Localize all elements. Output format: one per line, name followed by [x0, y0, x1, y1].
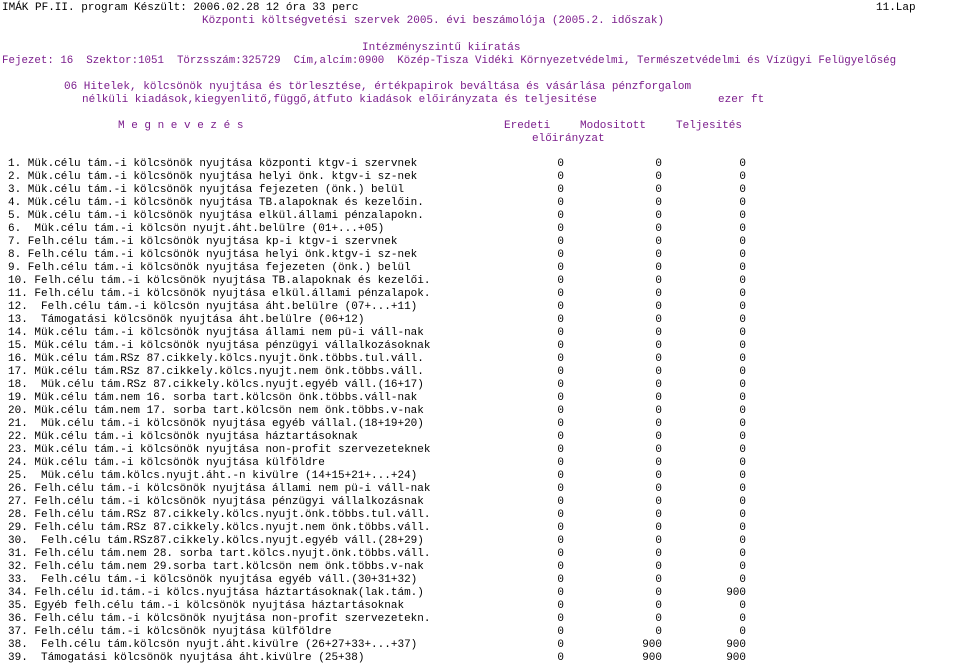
- table-row: [8, 574, 958, 587]
- actual-value: 0: [739, 600, 746, 612]
- table-row: [8, 353, 958, 366]
- actual-value: 0: [739, 470, 746, 482]
- column-header-name: M e g n e v e z é s: [118, 120, 244, 132]
- original-value: 0: [557, 327, 564, 339]
- row-label: 2. Mük.célu tám.-i kölcsönök nyujtása helyi önk. ktgv-i sz-nek: [8, 171, 418, 183]
- original-value: 0: [557, 379, 564, 391]
- original-value: 0: [557, 548, 564, 560]
- modified-value: 0: [655, 522, 662, 534]
- table-row: [8, 405, 958, 418]
- table-row: [8, 301, 958, 314]
- original-value: 0: [557, 639, 564, 651]
- table-row: [8, 184, 958, 197]
- actual-value: 0: [739, 392, 746, 404]
- table-row: [8, 158, 958, 171]
- report-header-left: IMÁK PF.II. program Készült: 2006.02.28 12 óra 33 perc: [2, 2, 359, 14]
- row-label: 6. Mük.célu tám.-i kölcsön nyujt.áht.belülre (01+...+05): [8, 223, 385, 235]
- table-row: [8, 522, 958, 535]
- modified-value: 0: [655, 535, 662, 547]
- row-label: 20. Mük.célu tám.nem 17. sorba tart.kölcsön nem önk.többs.v-nak: [8, 405, 424, 417]
- table-row: [8, 535, 958, 548]
- modified-value: 0: [655, 626, 662, 638]
- actual-value: 0: [739, 249, 746, 261]
- row-label: 16. Mük.célu tám.RSz 87.cikkely.kölcs.nyujt.önk.többs.tul.váll.: [8, 353, 424, 365]
- column-header-original: Eredeti: [504, 120, 551, 132]
- table-row: [8, 561, 958, 574]
- row-label: 34. Felh.célu id.tám.-i kölcs.nyujtása háztartásoknak(lak.tám.): [8, 587, 424, 599]
- table-row: [8, 327, 958, 340]
- original-value: 0: [557, 522, 564, 534]
- actual-value: 0: [739, 184, 746, 196]
- row-label: 39. Támogatási kölcsönök nyujtása áht.kivülre (25+38): [8, 652, 365, 664]
- original-value: 0: [557, 418, 564, 430]
- modified-value: 0: [655, 223, 662, 235]
- modified-value: 0: [655, 301, 662, 313]
- modified-value: 0: [655, 366, 662, 378]
- row-label: 30. Felh.célu tám.RSz87.cikkely.kölcs.nyujt.egyéb váll.(28+29): [8, 535, 424, 547]
- table-title-line2: nélküli kiadások,kiegyenlitő,függő,átfuto kiadások előirányzata és teljesitése: [82, 94, 597, 106]
- table-title-line1: 06 Hitelek, kölcsönök nyujtása és törlesztése, értékpapirok beváltása és vásárlása pénzforgalom: [64, 81, 692, 93]
- original-value: 0: [557, 301, 564, 313]
- original-value: 0: [557, 652, 564, 664]
- table-row: [8, 379, 958, 392]
- original-value: 0: [557, 275, 564, 287]
- modified-value: 900: [642, 652, 662, 664]
- actual-value: 0: [739, 418, 746, 430]
- row-label: 35. Egyéb felh.célu tám.-i kölcsönök nyujtása háztartásoknak: [8, 600, 405, 612]
- actual-value: 0: [739, 574, 746, 586]
- actual-value: 0: [739, 197, 746, 209]
- row-label: 22. Mük.célu tám.-i kölcsönök nyujtása háztartásoknak: [8, 431, 358, 443]
- actual-value: 0: [739, 626, 746, 638]
- table-row: [8, 197, 958, 210]
- modified-value: 0: [655, 197, 662, 209]
- row-label: 31. Felh.célu tám.nem 28. sorba tart.kölcs.nyujt.önk.többs.váll.: [8, 548, 431, 560]
- row-label: 21. Mük.célu tám.-i kölcsönök nyujtása egyéb vállal.(18+19+20): [8, 418, 424, 430]
- actual-value: 0: [739, 522, 746, 534]
- modified-value: 0: [655, 457, 662, 469]
- column-header-original-sub: előirányzat: [532, 133, 605, 145]
- table-row: [8, 236, 958, 249]
- table-row: [8, 288, 958, 301]
- original-value: 0: [557, 626, 564, 638]
- actual-value: 0: [739, 158, 746, 170]
- original-value: 0: [557, 366, 564, 378]
- table-row: [8, 639, 958, 652]
- modified-value: 0: [655, 249, 662, 261]
- row-label: 24. Mük.célu tám.-i kölcsönök nyujtása külföldre: [8, 457, 325, 469]
- modified-value: 0: [655, 288, 662, 300]
- original-value: 0: [557, 470, 564, 482]
- row-label: 28. Felh.célu tám.RSz 87.cikkely.kölcs.nyujt.önk.többs.tul.váll.: [8, 509, 431, 521]
- row-label: 23. Mük.célu tám.-i kölcsönök nyujtása non-profit szervezeteknek: [8, 444, 431, 456]
- modified-value: 0: [655, 340, 662, 352]
- table-row: [8, 613, 958, 626]
- actual-value: 0: [739, 366, 746, 378]
- table-row: [8, 444, 958, 457]
- table-row: [8, 223, 958, 236]
- original-value: 0: [557, 509, 564, 521]
- original-value: 0: [557, 392, 564, 404]
- table-row: [8, 314, 958, 327]
- institution-info: Fejezet: 16 Szektor:1051 Törzsszám:325729 Cím,alcím:0900 Közép-Tisza Vidéki Környezetvédelmi, Természetvédelmi és Vízügyi Felügyelőség: [2, 55, 897, 67]
- column-header-actual: Teljesités: [676, 120, 743, 132]
- modified-value: 0: [655, 613, 662, 625]
- row-label: 11. Felh.célu tám.-i kölcsönök nyujtása elkül.állami pénzalapok.: [8, 288, 431, 300]
- table-row: [8, 509, 958, 522]
- original-value: 0: [557, 574, 564, 586]
- original-value: 0: [557, 197, 564, 209]
- original-value: 0: [557, 340, 564, 352]
- row-label: 14. Mük.célu tám.-i kölcsönök nyujtása állami nem pü-i váll-nak: [8, 327, 424, 339]
- actual-value: 0: [739, 171, 746, 183]
- row-label: 32. Felh.célu tám.nem 29.sorba tart.kölcsön nem önk.többs.v-nak: [8, 561, 424, 573]
- modified-value: 0: [655, 275, 662, 287]
- original-value: 0: [557, 288, 564, 300]
- original-value: 0: [557, 353, 564, 365]
- original-value: 0: [557, 483, 564, 495]
- actual-value: 900: [726, 587, 746, 599]
- actual-value: 0: [739, 327, 746, 339]
- modified-value: 0: [655, 405, 662, 417]
- actual-value: 0: [739, 483, 746, 495]
- actual-value: 0: [739, 431, 746, 443]
- original-value: 0: [557, 184, 564, 196]
- unit-label: ezer ft: [718, 94, 765, 106]
- table-row: [8, 470, 958, 483]
- row-label: 15. Mük.célu tám.-i kölcsönök nyujtása pénzügyi vállalkozásoknak: [8, 340, 431, 352]
- modified-value: 0: [655, 392, 662, 404]
- modified-value: 0: [655, 431, 662, 443]
- modified-value: 0: [655, 444, 662, 456]
- actual-value: 0: [739, 561, 746, 573]
- table-row: [8, 392, 958, 405]
- modified-value: 0: [655, 379, 662, 391]
- modified-value: 0: [655, 483, 662, 495]
- actual-value: 0: [739, 353, 746, 365]
- row-label: 3. Mük.célu tám.-i kölcsönök nyujtása fejezeten (önk.) belül: [8, 184, 405, 196]
- row-label: 13. Támogatási kölcsönök nyujtása áht.belülre (06+12): [8, 314, 365, 326]
- row-label: 9. Felh.célu tám.-i kölcsönök nyujtása fejezeten (önk.) belül: [8, 262, 411, 274]
- actual-value: 0: [739, 379, 746, 391]
- row-label: 5. Mük.célu tám.-i kölcsönök nyujtása elkül.állami pénzalapokn.: [8, 210, 424, 222]
- modified-value: 0: [655, 548, 662, 560]
- actual-value: 0: [739, 275, 746, 287]
- actual-value: 900: [726, 652, 746, 664]
- actual-value: 0: [739, 509, 746, 521]
- original-value: 0: [557, 314, 564, 326]
- actual-value: 0: [739, 301, 746, 313]
- modified-value: 0: [655, 561, 662, 573]
- table-row: [8, 431, 958, 444]
- actual-value: 0: [739, 457, 746, 469]
- table-row: [8, 366, 958, 379]
- original-value: 0: [557, 444, 564, 456]
- modified-value: 0: [655, 236, 662, 248]
- modified-value: 0: [655, 587, 662, 599]
- report-subtitle: Központi költségvetési szervek 2005. évi beszámolója (2005.2. időszak): [202, 15, 665, 27]
- row-label: 37. Felh.célu tám.-i kölcsönök nyujtása külföldre: [8, 626, 332, 638]
- original-value: 0: [557, 158, 564, 170]
- row-label: 19. Mük.célu tám.nem 16. sorba tart.kölcsön önk.többs.váll-nak: [8, 392, 418, 404]
- actual-value: 0: [739, 548, 746, 560]
- original-value: 0: [557, 171, 564, 183]
- original-value: 0: [557, 262, 564, 274]
- original-value: 0: [557, 431, 564, 443]
- actual-value: 0: [739, 444, 746, 456]
- original-value: 0: [557, 457, 564, 469]
- actual-value: 900: [726, 639, 746, 651]
- table-row: [8, 496, 958, 509]
- original-value: 0: [557, 613, 564, 625]
- modified-value: 0: [655, 509, 662, 521]
- row-label: 36. Felh.célu tám.-i kölcsönök nyujtása non-profit szervezetekn.: [8, 613, 431, 625]
- table-row: [8, 652, 958, 665]
- original-value: 0: [557, 535, 564, 547]
- row-label: 25. Mük.célu tám.kölcs.nyujt.áht.-n kivülre (14+15+21+...+24): [8, 470, 418, 482]
- actual-value: 0: [739, 405, 746, 417]
- modified-value: 0: [655, 314, 662, 326]
- modified-value: 0: [655, 353, 662, 365]
- original-value: 0: [557, 600, 564, 612]
- actual-value: 0: [739, 613, 746, 625]
- page-number: 11.Lap: [876, 2, 916, 14]
- row-label: 33. Felh.célu tám.-i kölcsönök nyujtása egyéb váll.(30+31+32): [8, 574, 418, 586]
- table-row: [8, 340, 958, 353]
- actual-value: 0: [739, 262, 746, 274]
- column-header-modified: Modositott: [580, 120, 647, 132]
- modified-value: 0: [655, 184, 662, 196]
- table-row: [8, 457, 958, 470]
- original-value: 0: [557, 405, 564, 417]
- original-value: 0: [557, 210, 564, 222]
- table-row: [8, 600, 958, 613]
- table-row: [8, 626, 958, 639]
- original-value: 0: [557, 249, 564, 261]
- table-row: [8, 262, 958, 275]
- modified-value: 900: [642, 639, 662, 651]
- modified-value: 0: [655, 171, 662, 183]
- original-value: 0: [557, 236, 564, 248]
- row-label: 17. Mük.célu tám.RSz 87.cikkely.kölcs.nyujt.nem önk.többs.váll.: [8, 366, 424, 378]
- original-value: 0: [557, 587, 564, 599]
- table-row: [8, 483, 958, 496]
- modified-value: 0: [655, 262, 662, 274]
- actual-value: 0: [739, 288, 746, 300]
- modified-value: 0: [655, 158, 662, 170]
- report-type: Intézményszintű kiíratás: [362, 42, 521, 54]
- row-label: 38. Felh.célu tám.kölcsön nyujt.áht.kivülre (26+27+33+...+37): [8, 639, 418, 651]
- row-label: 26. Felh.célu tám.-i kölcsönök nyujtása állami nem pü-i váll-nak: [8, 483, 431, 495]
- actual-value: 0: [739, 535, 746, 547]
- row-label: 1. Mük.célu tám.-i kölcsönök nyujtása központi ktgv-i szervnek: [8, 158, 418, 170]
- row-label: 12. Felh.célu tám.-i kölcsön nyujtása áht.belülre (07+...+11): [8, 301, 418, 313]
- modified-value: 0: [655, 496, 662, 508]
- modified-value: 0: [655, 327, 662, 339]
- actual-value: 0: [739, 223, 746, 235]
- row-label: 27. Felh.célu tám.-i kölcsönök nyujtása pénzügyi vállalkozásnak: [8, 496, 424, 508]
- modified-value: 0: [655, 210, 662, 222]
- table-row: [8, 171, 958, 184]
- row-label: 8. Felh.célu tám.-i kölcsönök nyujtása helyi önk.ktgv-i sz-nek: [8, 249, 418, 261]
- table-row: [8, 210, 958, 223]
- table-row: [8, 548, 958, 561]
- modified-value: 0: [655, 574, 662, 586]
- actual-value: 0: [739, 210, 746, 222]
- actual-value: 0: [739, 236, 746, 248]
- row-label: 18. Mük.célu tám.RSz 87.cikkely.kölcs.nyujt.egyéb váll.(16+17): [8, 379, 424, 391]
- original-value: 0: [557, 561, 564, 573]
- table-row: [8, 275, 958, 288]
- row-label: 4. Mük.célu tám.-i kölcsönök nyujtása TB.alapoknak és kezelőin.: [8, 197, 424, 209]
- actual-value: 0: [739, 496, 746, 508]
- row-label: 10. Felh.célu tám.-i kölcsönök nyujtása TB.alapoknak és kezelői.: [8, 275, 431, 287]
- row-label: 7. Felh.célu tám.-i kölcsönök nyujtása kp-i ktgv-i szervnek: [8, 236, 398, 248]
- row-label: 29. Felh.célu tám.RSz 87.cikkely.kölcs.nyujt.nem önk.többs.váll.: [8, 522, 431, 534]
- table-row: [8, 249, 958, 262]
- modified-value: 0: [655, 418, 662, 430]
- table-row: [8, 587, 958, 600]
- original-value: 0: [557, 496, 564, 508]
- actual-value: 0: [739, 340, 746, 352]
- table-row: [8, 418, 958, 431]
- modified-value: 0: [655, 600, 662, 612]
- original-value: 0: [557, 223, 564, 235]
- modified-value: 0: [655, 470, 662, 482]
- actual-value: 0: [739, 314, 746, 326]
